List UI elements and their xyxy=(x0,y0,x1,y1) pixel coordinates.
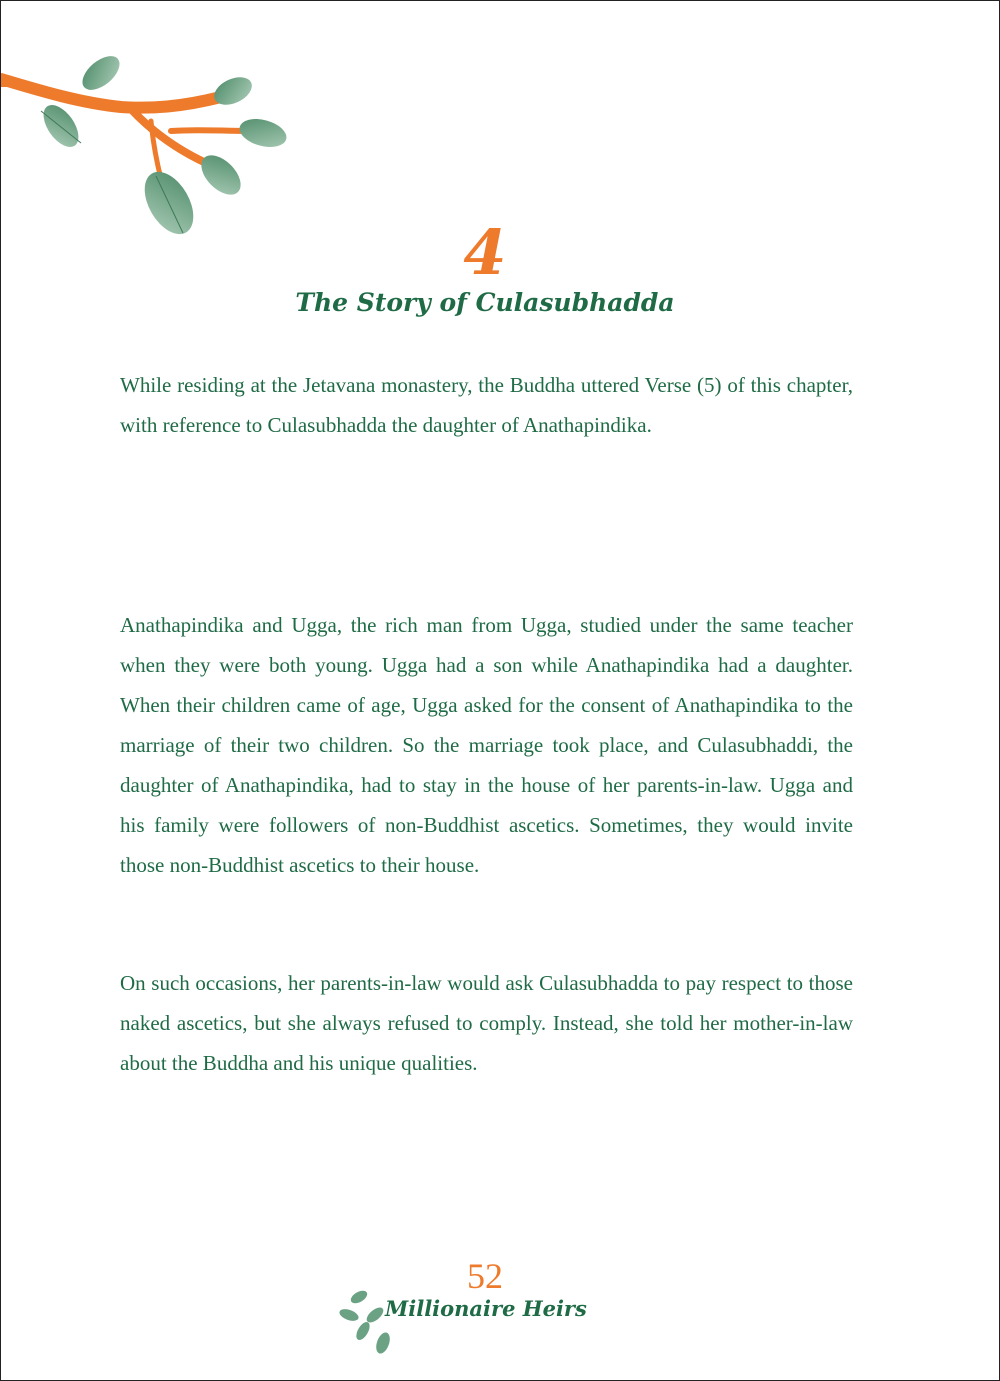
chapter-title: The Story of Culasubhadda xyxy=(295,288,675,317)
paragraph-story: Anathapindika and Ugga, the rich man from Ugga, studied under the same teacher when they were both young. Ugga had a son while Anathapindika had a daughter. When their children came of age, Ugga asked for the consent of Anathapindika to the marriage of their two children. So the marriage took place, and Culasubhaddi, the daughter of Anathapindika, had to stay in the house of her parents-in-law. Ugga and his family were followers of non-Buddhist ascetics. Sometimes, they would invite those non-Buddhist ascetics to their house. xyxy=(120,613,853,877)
chapter-number: 4 xyxy=(463,216,507,289)
page-number: 52 xyxy=(467,1256,503,1296)
book-title: Millionaire Heirs xyxy=(385,1296,587,1321)
paragraph-intro: While residing at the Jetavana monastery, the Buddha uttered Verse (5) of this chapter, with reference to Culasubhadda the daughter of Anathapindika. xyxy=(120,373,853,437)
paragraph-occasions: On such occasions, her parents-in-law would ask Culasubhadda to pay respect to those naked ascetics, but she always refused to comply. Instead, she told her mother-in-law about the Buddha and his unique qualities. xyxy=(120,971,853,1075)
